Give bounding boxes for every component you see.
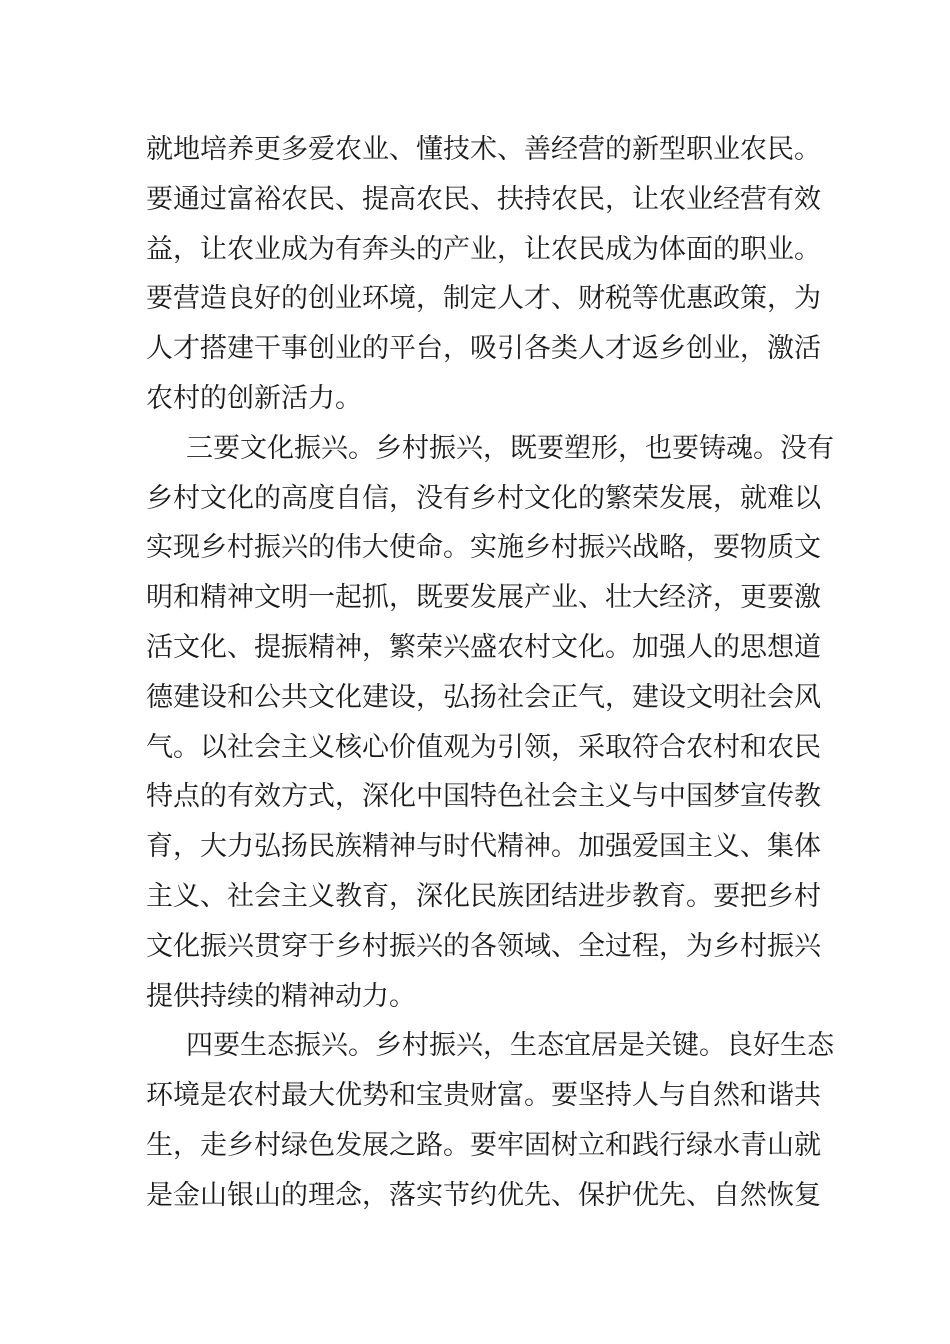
text-line: 实现乡村振兴的伟大使命。实施乡村振兴战略，要物质文 [146,532,821,564]
text-line: 要营造良好的创业环境，制定人才、财税等优惠政策，为 [146,283,821,315]
text-line: 益，让农业成为有奔头的产业，让农民成为体面的职业。 [146,233,821,265]
text-line: 是金山银山的理念，落实节约优先、保护优先、自然恢复 [146,1179,821,1211]
text-line: 生，走乡村绿色发展之路。要牢固树立和践行绿水青山就 [146,1129,821,1161]
text-line: 活文化、提振精神，繁荣兴盛农村文化。加强人的思想道 [146,631,821,663]
text-line: 气。以社会主义核心价值观为引领，采取符合农村和农民 [146,731,821,763]
text-line: 特点的有效方式，深化中国特色社会主义与中国梦宣传教 [146,781,821,813]
text-line: 人才搭建干事创业的平台，吸引各类人才返乡创业，激活 [146,333,821,365]
text-line: 农村的创新活力。 [146,382,362,414]
text-line: 文化振兴贯穿于乡村振兴的各领域、全过程，为乡村振兴 [146,930,821,962]
text-line: 环境是农村最大优势和宝贵财富。要坚持人与自然和谐共 [146,1080,821,1112]
text-line: 要通过富裕农民、提高农民、扶持农民，让农业经营有效 [146,183,821,215]
body-text [146,125,834,1221]
text-line: 就地培养更多爱农业、懂技术、善经营的新型职业农民。 [146,134,821,165]
text-line: 乡村文化的高度自信，没有乡村文化的繁荣发展，就难以 [146,482,821,514]
text-line: 明和精神文明一起抓，既要发展产业、壮大经济，更要激 [146,582,821,614]
paragraph-first-line: 四要生态振兴。乡村振兴，生态宜居是关键。良好生态 [186,1030,834,1062]
paragraph-first-line: 三要文化振兴。乡村振兴，既要塑形，也要铸魂。没有 [186,432,834,464]
text-line: 提供持续的精神动力。 [146,980,416,1012]
text-line: 育，大力弘扬民族精神与时代精神。加强爱国主义、集体 [146,831,821,863]
text-line: 主义、社会主义教育，深化民族团结进步教育。要把乡村 [146,880,821,912]
text-line: 德建设和公共文化建设，弘扬社会正气，建设文明社会风 [146,681,821,713]
